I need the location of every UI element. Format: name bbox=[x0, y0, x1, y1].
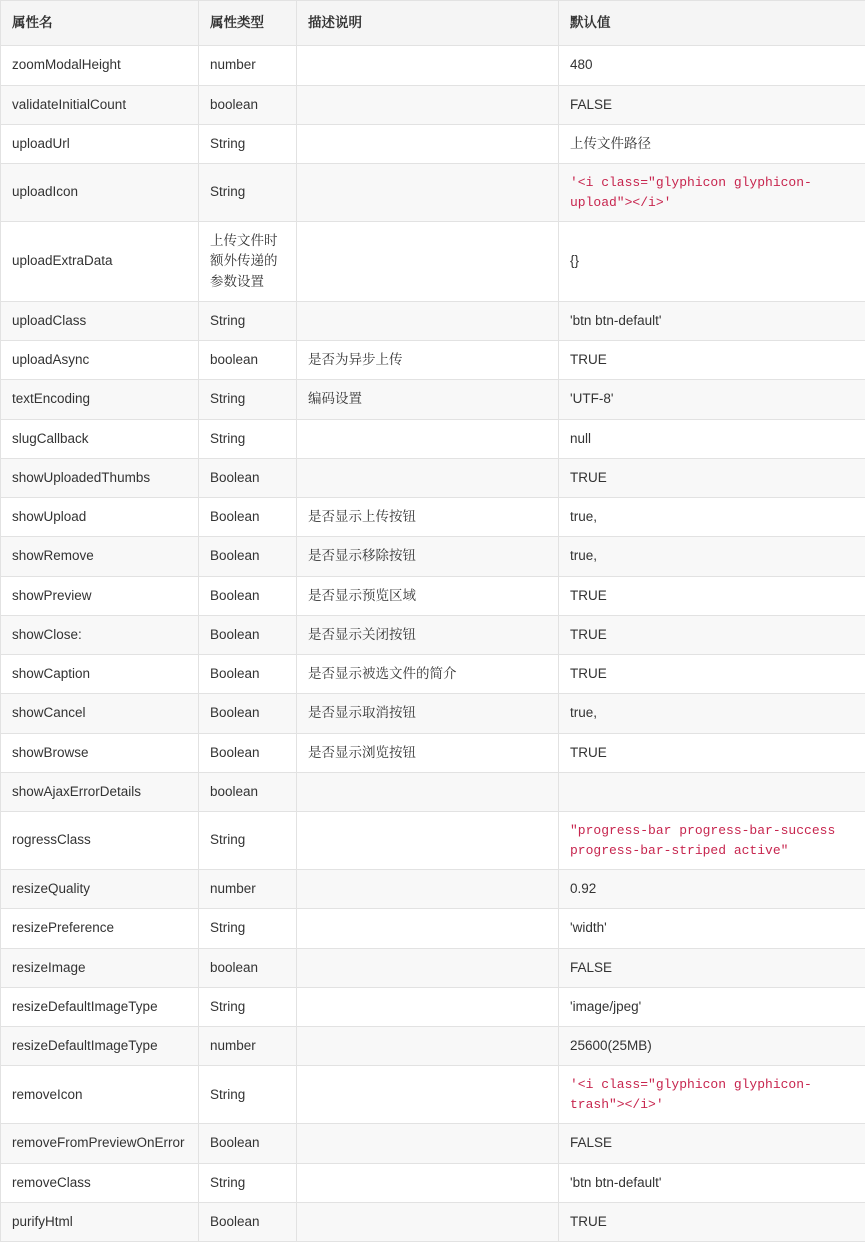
column-header-name: 属性名 bbox=[1, 1, 199, 46]
cell-property-type: boolean bbox=[199, 948, 297, 987]
cell-property-description bbox=[297, 987, 559, 1026]
cell-property-name: zoomModalHeight bbox=[1, 46, 199, 85]
cell-property-name: showClose: bbox=[1, 615, 199, 654]
cell-property-description bbox=[297, 948, 559, 987]
table-row bbox=[1, 870, 865, 909]
cell-property-name: showRemove bbox=[1, 537, 199, 576]
cell-property-type: String bbox=[199, 164, 297, 222]
cell-property-default: 'width' bbox=[559, 909, 865, 948]
cell-property-name: rogressClass bbox=[1, 812, 199, 870]
cell-property-description: 是否显示浏览按钮 bbox=[297, 733, 559, 772]
table-row bbox=[1, 537, 865, 576]
cell-property-default: true, bbox=[559, 537, 865, 576]
table-row bbox=[1, 576, 865, 615]
table-row bbox=[1, 733, 865, 772]
cell-property-description bbox=[297, 909, 559, 948]
cell-property-name: removeIcon bbox=[1, 1066, 199, 1124]
cell-property-type: String bbox=[199, 1163, 297, 1202]
cell-property-type: String bbox=[199, 1066, 297, 1124]
cell-property-default: TRUE bbox=[559, 1202, 865, 1241]
cell-property-description: 是否显示上传按钮 bbox=[297, 498, 559, 537]
cell-property-default: FALSE bbox=[559, 85, 865, 124]
cell-property-name: resizeQuality bbox=[1, 870, 199, 909]
table-body bbox=[1, 46, 865, 1242]
cell-property-name: resizeDefaultImageType bbox=[1, 1027, 199, 1066]
table-row bbox=[1, 1027, 865, 1066]
table-row bbox=[1, 222, 865, 302]
cell-property-type: Boolean bbox=[199, 498, 297, 537]
cell-property-default: null bbox=[559, 419, 865, 458]
cell-property-name: removeClass bbox=[1, 1163, 199, 1202]
cell-property-name: uploadClass bbox=[1, 301, 199, 340]
cell-property-default: "progress-bar progress-bar-success progress-bar-striped active" bbox=[559, 812, 865, 870]
cell-property-default: TRUE bbox=[559, 341, 865, 380]
cell-property-type: String bbox=[199, 909, 297, 948]
cell-property-default: TRUE bbox=[559, 458, 865, 497]
column-header-description: 描述说明 bbox=[297, 1, 559, 46]
cell-property-name: resizeDefaultImageType bbox=[1, 987, 199, 1026]
cell-property-name: resizePreference bbox=[1, 909, 199, 948]
table-row bbox=[1, 419, 865, 458]
cell-property-type: String bbox=[199, 124, 297, 163]
cell-property-description: 是否显示移除按钮 bbox=[297, 537, 559, 576]
table-row bbox=[1, 458, 865, 497]
cell-property-description bbox=[297, 1027, 559, 1066]
cell-property-description: 是否显示被选文件的简介 bbox=[297, 655, 559, 694]
cell-property-default: '<i class="glyphicon glyphicon-trash"></i>' bbox=[559, 1066, 865, 1124]
cell-property-type: Boolean bbox=[199, 576, 297, 615]
cell-property-default: TRUE bbox=[559, 576, 865, 615]
cell-property-description bbox=[297, 46, 559, 85]
cell-property-name: textEncoding bbox=[1, 380, 199, 419]
cell-property-type: Boolean bbox=[199, 1124, 297, 1163]
cell-property-type: String bbox=[199, 301, 297, 340]
cell-property-name: showAjaxErrorDetails bbox=[1, 772, 199, 811]
table-row bbox=[1, 909, 865, 948]
cell-property-name: slugCallback bbox=[1, 419, 199, 458]
cell-property-name: uploadAsync bbox=[1, 341, 199, 380]
table-row bbox=[1, 772, 865, 811]
cell-property-type: boolean bbox=[199, 85, 297, 124]
cell-property-type: Boolean bbox=[199, 458, 297, 497]
cell-property-name: showUploadedThumbs bbox=[1, 458, 199, 497]
cell-property-type: String bbox=[199, 419, 297, 458]
table-header bbox=[1, 1, 865, 46]
cell-property-name: showPreview bbox=[1, 576, 199, 615]
cell-property-default: true, bbox=[559, 498, 865, 537]
cell-property-default: 'image/jpeg' bbox=[559, 987, 865, 1026]
cell-property-description bbox=[297, 222, 559, 302]
cell-property-default: TRUE bbox=[559, 733, 865, 772]
cell-property-name: purifyHtml bbox=[1, 1202, 199, 1241]
table-row bbox=[1, 948, 865, 987]
cell-property-default: {} bbox=[559, 222, 865, 302]
cell-property-description bbox=[297, 419, 559, 458]
table-row bbox=[1, 1124, 865, 1163]
cell-property-description: 是否显示预览区域 bbox=[297, 576, 559, 615]
table-row bbox=[1, 498, 865, 537]
cell-property-type: 上传文件时额外传递的参数设置 bbox=[199, 222, 297, 302]
cell-property-name: showUpload bbox=[1, 498, 199, 537]
cell-property-name: removeFromPreviewOnError bbox=[1, 1124, 199, 1163]
cell-property-default bbox=[559, 772, 865, 811]
cell-property-default: FALSE bbox=[559, 1124, 865, 1163]
cell-property-description bbox=[297, 1202, 559, 1241]
cell-property-type: Boolean bbox=[199, 694, 297, 733]
cell-property-name: showCaption bbox=[1, 655, 199, 694]
cell-property-name: uploadExtraData bbox=[1, 222, 199, 302]
cell-property-default: FALSE bbox=[559, 948, 865, 987]
cell-property-type: number bbox=[199, 870, 297, 909]
cell-property-type: Boolean bbox=[199, 615, 297, 654]
cell-property-default: 'UTF-8' bbox=[559, 380, 865, 419]
cell-property-type: Boolean bbox=[199, 537, 297, 576]
table-header-row bbox=[1, 1, 865, 46]
cell-property-name: uploadUrl bbox=[1, 124, 199, 163]
cell-property-description bbox=[297, 85, 559, 124]
cell-property-description bbox=[297, 772, 559, 811]
cell-property-description bbox=[297, 301, 559, 340]
cell-property-type: Boolean bbox=[199, 1202, 297, 1241]
cell-property-type: number bbox=[199, 1027, 297, 1066]
cell-property-type: boolean bbox=[199, 772, 297, 811]
cell-property-default: TRUE bbox=[559, 655, 865, 694]
table-row bbox=[1, 1066, 865, 1124]
cell-property-type: number bbox=[199, 46, 297, 85]
table-row bbox=[1, 1202, 865, 1241]
table-row bbox=[1, 380, 865, 419]
cell-property-default: '<i class="glyphicon glyphicon-upload"></i>' bbox=[559, 164, 865, 222]
cell-property-description bbox=[297, 1066, 559, 1124]
cell-property-default: 0.92 bbox=[559, 870, 865, 909]
cell-property-name: uploadIcon bbox=[1, 164, 199, 222]
table-row bbox=[1, 812, 865, 870]
cell-property-description bbox=[297, 164, 559, 222]
cell-property-default: 'btn btn-default' bbox=[559, 1163, 865, 1202]
cell-property-description bbox=[297, 1124, 559, 1163]
table-row bbox=[1, 164, 865, 222]
table-row bbox=[1, 694, 865, 733]
cell-property-type: String bbox=[199, 812, 297, 870]
column-header-default: 默认值 bbox=[559, 1, 865, 46]
cell-property-description: 是否显示关闭按钮 bbox=[297, 615, 559, 654]
table-row bbox=[1, 1163, 865, 1202]
table-row bbox=[1, 655, 865, 694]
cell-property-name: resizeImage bbox=[1, 948, 199, 987]
cell-property-type: Boolean bbox=[199, 655, 297, 694]
table-row bbox=[1, 301, 865, 340]
cell-property-default: 上传文件路径 bbox=[559, 124, 865, 163]
cell-property-description bbox=[297, 124, 559, 163]
cell-property-default: TRUE bbox=[559, 615, 865, 654]
cell-property-default: 25600(25MB) bbox=[559, 1027, 865, 1066]
cell-property-default: 'btn btn-default' bbox=[559, 301, 865, 340]
cell-property-name: showBrowse bbox=[1, 733, 199, 772]
table-row bbox=[1, 85, 865, 124]
cell-property-description: 是否显示取消按钮 bbox=[297, 694, 559, 733]
cell-property-type: String bbox=[199, 380, 297, 419]
cell-property-default: 480 bbox=[559, 46, 865, 85]
column-header-type: 属性类型 bbox=[199, 1, 297, 46]
cell-property-type: boolean bbox=[199, 341, 297, 380]
table-row bbox=[1, 46, 865, 85]
cell-property-default: true, bbox=[559, 694, 865, 733]
cell-property-description bbox=[297, 458, 559, 497]
cell-property-description: 是否为异步上传 bbox=[297, 341, 559, 380]
cell-property-description: 编码设置 bbox=[297, 380, 559, 419]
table-row bbox=[1, 615, 865, 654]
cell-property-description bbox=[297, 870, 559, 909]
cell-property-description bbox=[297, 1163, 559, 1202]
table-row bbox=[1, 987, 865, 1026]
table-row bbox=[1, 124, 865, 163]
cell-property-name: showCancel bbox=[1, 694, 199, 733]
cell-property-type: Boolean bbox=[199, 733, 297, 772]
table-row bbox=[1, 341, 865, 380]
cell-property-description bbox=[297, 812, 559, 870]
cell-property-type: String bbox=[199, 987, 297, 1026]
cell-property-name: validateInitialCount bbox=[1, 85, 199, 124]
